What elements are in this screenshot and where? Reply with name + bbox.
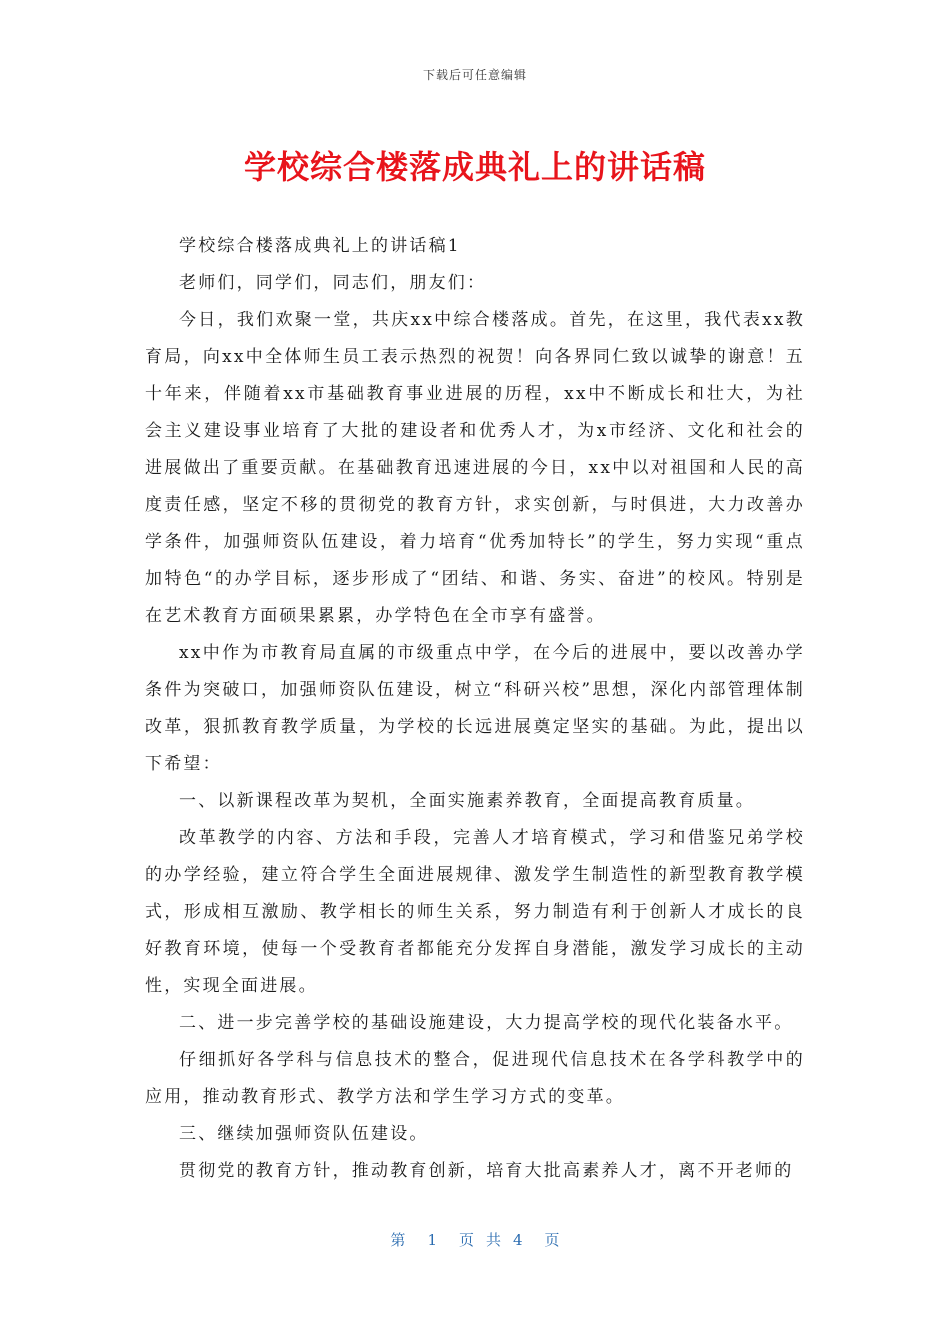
document-body [145, 228, 805, 1190]
salutation: 老师们，同学们，同志们，朋友们： [179, 273, 487, 293]
section-heading: 学校综合楼落成典礼上的讲话稿1 [179, 236, 461, 256]
document-title: 学校综合楼落成典礼上的讲话稿 [243, 148, 706, 186]
point-heading: 二、进一步完善学校的基础设施建设，大力提高学校的现代化装备水平。 [179, 1013, 794, 1033]
point-heading: 三、继续加强师资队伍建设。 [179, 1124, 429, 1144]
page-header-note: 下载后可任意编辑 [422, 68, 527, 82]
paragraph: 今日，我们欢聚一堂，共庆xx中综合楼落成。首先，在这里，我代表xx教育局，向xx中全体师生员工表示热烈的祝贺！向各界同仁致以诚挚的谢意！五十年来，伴随着xx市基础教育事业进展的历程，xx中不断成长和壮大，为社会主义建设事业培育了大批的建设者和优秀人才，为x市经济、文化和社会的进展做出了重要贡献。在基础教育迅速进展的今日，xx中以对祖国和人民的高度责任感，坚定不移的贯彻党的教育方针，求实创新，与时俱进，大力改善办学条件，加强师资队伍建设，着力培育“优秀加特长”的学生，努力实现“重点加特色“的办学目标，逐步形成了“团结、和谐、务实、奋进”的校风。特别是在艺术教育方面硕果累累，办学特色在全市享有盛誉。 [145, 310, 805, 626]
paragraph: 贯彻党的教育方针，推动教育创新，培育大批高素养人才，离不开老师的 [179, 1161, 794, 1181]
point-heading: 一、以新课程改革为契机，全面实施素养教育，全面提高教育质量。 [179, 791, 755, 811]
page-current-number: 1 [427, 1231, 437, 1249]
paragraph: 仔细抓好各学科与信息技术的整合，促进现代信息技术在各学科教学中的应用，推动教育形式、教学方法和学生学习方式的变革。 [145, 1050, 805, 1107]
page-total-number: 4 [513, 1231, 523, 1249]
page-suffix: 页 [544, 1231, 560, 1249]
page-footer [0, 1229, 950, 1250]
page-prefix: 第 [390, 1231, 406, 1249]
paragraph: xx中作为市教育局直属的市级重点中学，在今后的进展中，要以改善办学条件为突破口，加强师资队伍建设，树立“科研兴校”思想，深化内部管理体制改革，狠抓教育教学质量，为学校的长远进展奠定坚实的基础。为此，提出以下希望： [145, 643, 805, 774]
page-middle: 页共 [458, 1231, 513, 1249]
paragraph: 改革教学的内容、方法和手段，完善人才培育模式，学习和借鉴兄弟学校的办学经验，建立符合学生全面进展规律、激发学生制造性的新型教育教学模式，形成相互激励、教学相长的师生关系，努力制造有利于创新人才成长的良好教育环境，使每一个受教育者都能充分发挥自身潜能，激发学习成长的主动性，实现全面进展。 [145, 828, 805, 996]
